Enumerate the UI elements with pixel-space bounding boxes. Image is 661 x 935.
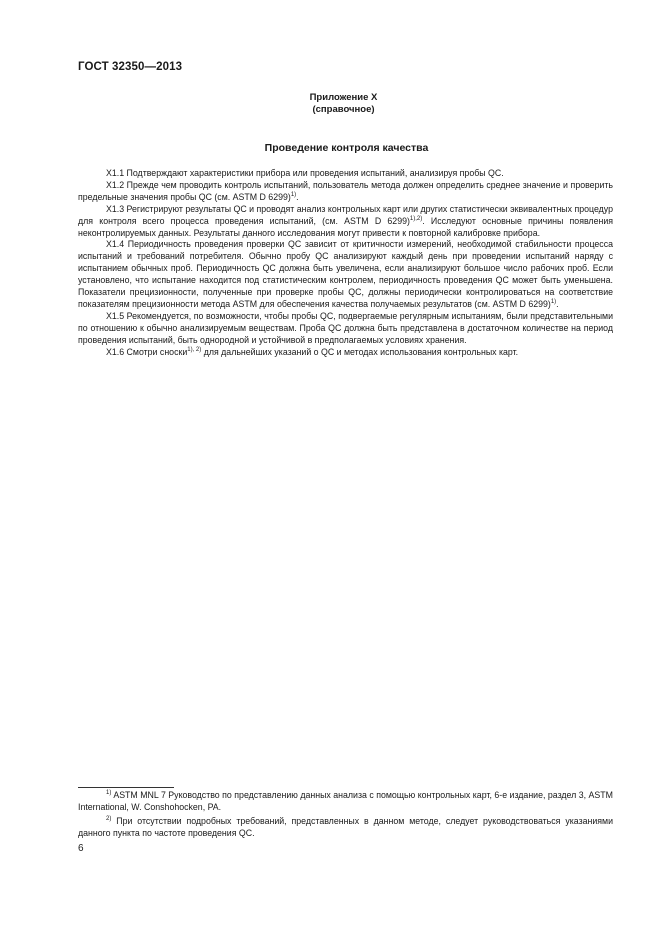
paragraph-tail: . — [556, 298, 559, 309]
footnote-mark: 1) — [106, 790, 112, 796]
paragraph-x1-2 — [78, 180, 613, 204]
paragraph-text: Х1.1 Подтверждают характеристики прибора или проведения испытаний, анализируя пробы QC. — [106, 168, 504, 178]
footnote-divider — [78, 787, 174, 788]
document-code: ГОСТ 32350—2013 — [78, 61, 183, 73]
annex-title: Приложение Х — [309, 92, 378, 103]
paragraph-text: Х1.6 Смотри сноски — [106, 346, 188, 357]
footnote-1 — [78, 790, 613, 814]
footnotes — [78, 790, 613, 842]
footnote-text: При отсутствии подробных требований, представленных в данном методе, следует руководствоваться указаниями данного пункта по частоте проведения QC. — [78, 815, 613, 838]
footnote-2 — [78, 816, 613, 840]
paragraph-x1-1 — [78, 168, 613, 180]
paragraph-text: Х1.5 Рекомендуется, по возможности, чтобы пробы QC, подвергаемые регулярным испытаниям, были представительными по отношению к обычно анализируемым веществам. Проба QC должна быть представлена в достаточном количестве на период проведения испытаний, быть однородной и устойчивой в предполагаемых условиях хранения. — [78, 310, 613, 345]
paragraph-x1-6 — [78, 347, 613, 359]
footnote-ref: 1), 2) — [187, 346, 202, 353]
annex-subtitle: (справочное) — [312, 104, 375, 115]
paragraph-text: Х1.3 Регистрируют результаты QC и проводят анализ контрольных карт или других статистически эквивалентных процедур для контроля всего процесса проведения испытаний, (см. ASTM D 6299) — [78, 203, 613, 226]
paragraph-x1-5 — [78, 311, 613, 347]
page-number: 6 — [78, 843, 84, 854]
paragraph-x1-3 — [78, 204, 613, 240]
paragraph-text: Х1.4 Периодичность проведения проверки QC зависит от критичности измерений, необходимой стабильности процесса испытаний и требований потребителя. Обычно пробу QC анализируют каждый день при проведении испытаний наряду с испытанием обычных проб. Периодичность QC должна быть увеличена, если анализируют большое число рабочих проб. Если установлено, что испытание находится под статистическим контролем, периодичность проведения QC может быть уменьшена. Показатели прецизионности, полученные при проверке пробы QC, должны периодически контролироваться на соответствие показателям прецизионности метода ASTM для обеспечения качества получаемых результатов (см. ASTM D 6299) — [78, 239, 613, 309]
body-text — [78, 168, 613, 359]
footnote-ref: 1) — [550, 298, 557, 305]
paragraph-x1-4 — [78, 239, 613, 310]
paragraph-tail: . — [296, 191, 299, 202]
footnote-ref: 1),2) — [409, 215, 423, 222]
paragraph-tail: для дальнейших указаний о QC и методах использования контрольных карт. — [201, 346, 519, 357]
annex-heading — [0, 92, 661, 116]
paragraph-tail: . Исследуют основные причины появления неконтролируемых данных. Результаты данного исследования могут привести к повторной калибровке прибора. — [78, 215, 613, 238]
footnote-ref: 1) — [290, 191, 297, 198]
section-title: Проведение контроля качества — [264, 142, 429, 154]
footnote-text: ASTM MNL 7 Руководство по представлению данных анализа с помощью контрольных карт, 6-е издание, раздел 3, ASTM International, W. Conshohocken, PA. — [78, 790, 613, 812]
paragraph-text: Х1.2 Прежде чем проводить контроль испытаний, пользователь метода должен определить среднее значение и проверить предельные значения пробы QC (см. ASTM D 6299) — [78, 179, 613, 202]
footnote-mark: 2) — [106, 815, 112, 822]
